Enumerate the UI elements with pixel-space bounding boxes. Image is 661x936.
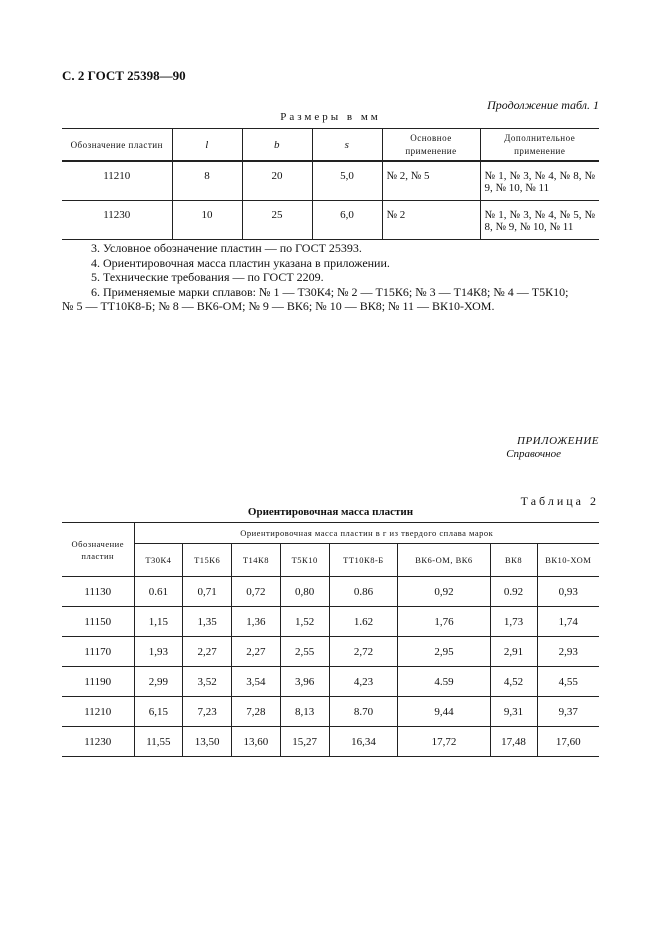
table-continuation-note: Продолжение табл. 1 [487,98,599,112]
cell-mass: 4,52 [490,667,537,697]
cell-code: 11230 [62,201,172,240]
cell-mass: 0,93 [537,577,599,607]
cell-code: 11130 [62,577,134,607]
cell-mass: 0,72 [232,577,281,607]
note-4: 4. Ориентировочная масса пластин указана в приложении. [91,255,390,270]
table-row [62,162,599,201]
table-row [62,637,599,667]
page-header: С. 2 ГОСТ 25398—90 [62,68,186,83]
cell-mass: 11,55 [134,727,183,757]
cell-additional-use: № 1, № 3, № 4, № 8, № 9, № 10, № 11 [480,162,599,201]
header-designation: Обозначение пластин [62,129,172,162]
cell-mass: 2,27 [183,637,232,667]
table-2-title: Ориентировочная масса пластин [247,506,414,518]
cell-mass: 15,27 [280,727,329,757]
cell-mass: 13,60 [232,727,281,757]
cell-mass: 17,48 [490,727,537,757]
column-header: Т30К4 [134,544,183,577]
cell-l: 8 [172,162,242,201]
cell-mass: 8.70 [329,697,398,727]
cell-mass: 17,60 [537,727,599,757]
table-row [62,727,599,757]
table-2-label: Таблица 2 [520,494,599,508]
cell-mass: 1,36 [232,607,281,637]
cell-mass: 0.86 [329,577,398,607]
cell-mass: 2,93 [537,637,599,667]
table-row [62,201,599,240]
cell-mass: 0,71 [183,577,232,607]
cell-s: 5,0 [312,162,382,201]
cell-mass: 0,92 [398,577,490,607]
cell-mass: 9,31 [490,697,537,727]
header-l: l [172,129,242,162]
header-b: b [242,129,312,162]
cell-mass: 7,23 [183,697,232,727]
cell-mass: 2,72 [329,637,398,667]
cell-code: 11190 [62,667,134,697]
cell-mass: 7,28 [232,697,281,727]
cell-mass: 1,76 [398,607,490,637]
header-s: s [312,129,382,162]
cell-mass: 1,15 [134,607,183,637]
header-mass-group: Ориентировочная масса пластин в г из твердого сплава марок [134,523,599,544]
cell-mass: 2,99 [134,667,183,697]
cell-main-use: № 2 [382,201,480,240]
plate-dimensions-table [62,128,599,240]
note-5: 5. Технические требования — по ГОСТ 2209. [91,270,324,284]
table-row [62,697,599,727]
cell-mass: 2,91 [490,637,537,667]
cell-mass: 17,72 [398,727,490,757]
cell-mass: 1,74 [537,607,599,637]
column-header: Т5К10 [280,544,329,577]
cell-mass: 3,96 [280,667,329,697]
cell-mass: 0.92 [490,577,537,607]
cell-mass: 9,44 [398,697,490,727]
cell-additional-use: № 1, № 3, № 4, № 5, № 8, № 9, № 10, № 11 [480,201,599,240]
cell-mass: 4,23 [329,667,398,697]
cell-mass: 9,37 [537,697,599,727]
dimensions-caption: Размеры в мм [280,111,381,123]
cell-b: 20 [242,162,312,201]
cell-l: 10 [172,201,242,240]
cell-b: 25 [242,201,312,240]
cell-mass: 1,73 [490,607,537,637]
cell-main-use: № 2, № 5 [382,162,480,201]
header-additional-use: Дополнительное применение [480,129,599,162]
cell-mass: 13,50 [183,727,232,757]
column-header: Т14К8 [232,544,281,577]
cell-mass: 1,93 [134,637,183,667]
note-6: 6. Применяемые марки сплавов: № 1 — Т30К4; № 2 — Т15К6; № 3 — Т14К8; № 4 — Т5К10; [91,284,569,299]
plate-mass-table [62,522,599,757]
cell-mass: 16,34 [329,727,398,757]
notes-block [62,241,599,314]
appendix-subtitle: Справочное [506,448,561,460]
header-main-use: Основное применение [382,129,480,162]
column-header: ВК8 [490,544,537,577]
cell-mass: 8,13 [280,697,329,727]
cell-mass: 0.61 [134,577,183,607]
column-header: ТТ10К8-Б [329,544,398,577]
note-6-continued: № 5 — ТТ10К8-Б; № 8 — ВК6-ОМ; № 9 — ВК6; № 10 — ВК8; № 11 — ВК10-ХОМ. [62,299,495,313]
cell-code: 11210 [62,697,134,727]
appendix-title: ПРИЛОЖЕНИЕ [517,435,599,447]
cell-mass: 1,52 [280,607,329,637]
column-header: Т15К6 [183,544,232,577]
cell-mass: 6,15 [134,697,183,727]
cell-code: 11150 [62,607,134,637]
column-header: ВК6-ОМ, ВК6 [398,544,490,577]
cell-mass: 0,80 [280,577,329,607]
cell-mass: 3,54 [232,667,281,697]
header-double-rule [62,160,599,163]
cell-code: 11170 [62,637,134,667]
cell-mass: 1.62 [329,607,398,637]
cell-mass: 3,52 [183,667,232,697]
column-header: ВК10-ХОМ [537,544,599,577]
cell-mass: 4,55 [537,667,599,697]
cell-code: 11230 [62,727,134,757]
cell-mass: 4.59 [398,667,490,697]
table-row [62,667,599,697]
cell-mass: 2,27 [232,637,281,667]
table-row [62,577,599,607]
cell-mass: 2,95 [398,637,490,667]
table-row [62,607,599,637]
header-designation: Обозначение пластин [62,523,134,577]
note-3: 3. Условное обозначение пластин — по ГОСТ 25393. [91,241,362,255]
cell-s: 6,0 [312,201,382,240]
cell-code: 11210 [62,162,172,201]
cell-mass: 2,55 [280,637,329,667]
cell-mass: 1,35 [183,607,232,637]
